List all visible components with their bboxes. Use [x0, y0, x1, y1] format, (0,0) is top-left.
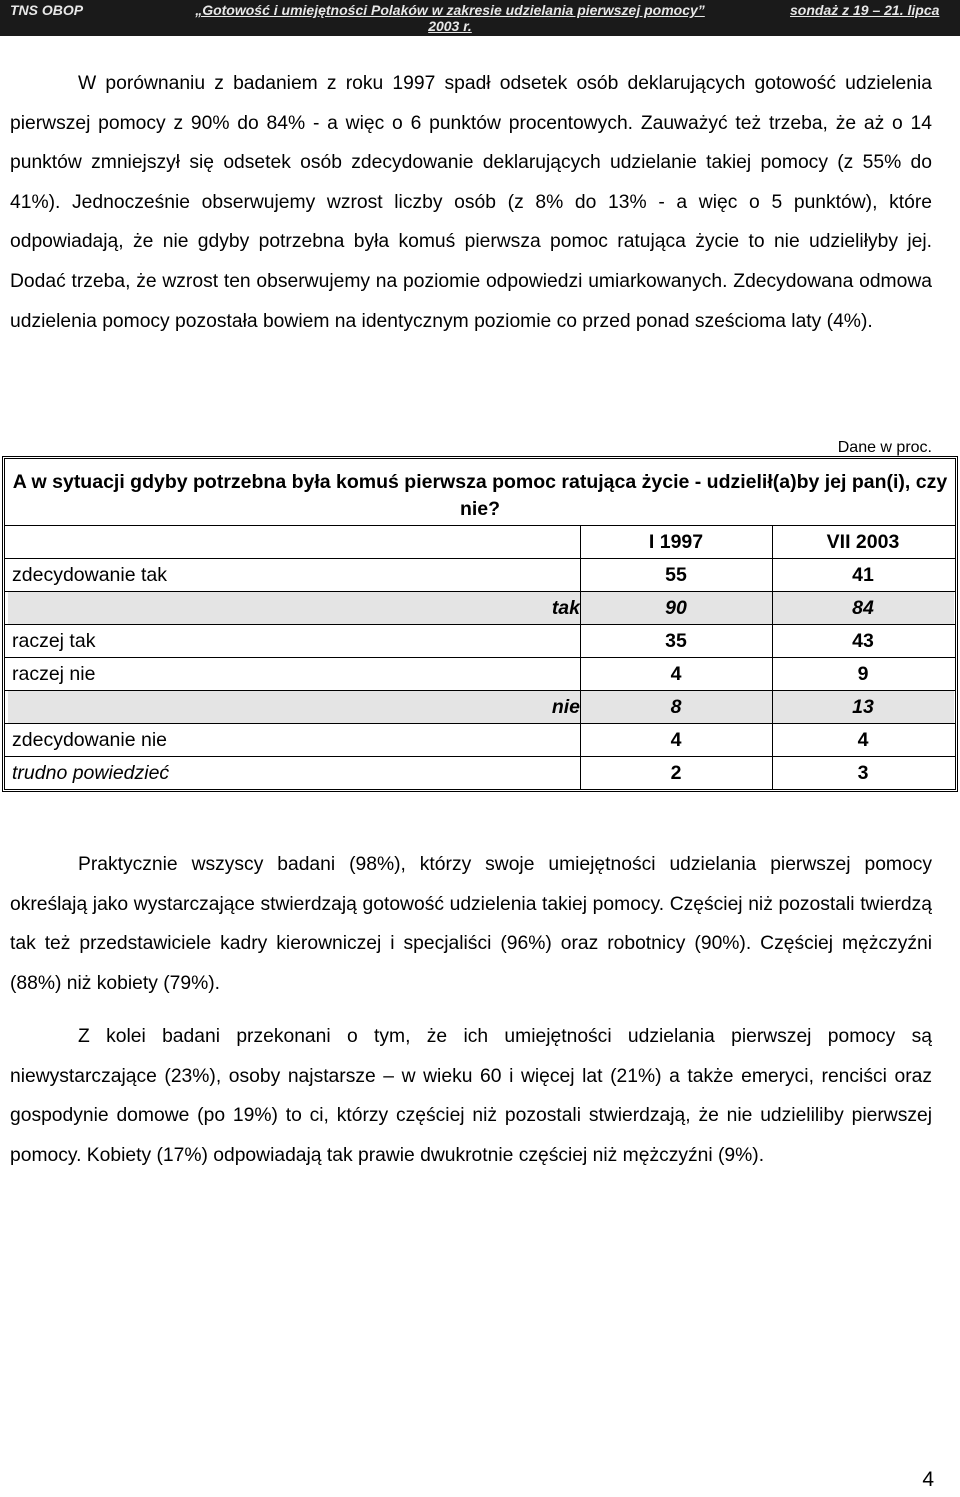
table-divider: [5, 690, 955, 691]
table-divider: [5, 756, 955, 757]
table-row: [8, 658, 954, 691]
row-label: zdecydowanie nie: [12, 729, 168, 751]
table-row: [8, 724, 954, 757]
table-column-divider: [772, 525, 773, 789]
header-title: „Gotowość i umiejętności Polaków w zakresie udzielania pierwszej pomocy”: [195, 2, 705, 18]
table-divider: [5, 657, 955, 658]
value-1997: 4: [670, 729, 682, 751]
table-divider: [5, 525, 955, 526]
table-column-divider: [580, 525, 581, 789]
page-number: 4: [922, 1468, 934, 1491]
value-2003: 9: [857, 663, 869, 685]
row-label: zdecydowanie tak: [12, 564, 168, 586]
column-header-2003: VII 2003: [826, 531, 900, 553]
value-1997: 8: [670, 696, 682, 718]
row-label: trudno powiedzieć: [12, 762, 170, 784]
page-header: [0, 0, 960, 36]
header-year: 2003 r.: [428, 18, 472, 34]
value-1997: 2: [670, 762, 682, 784]
value-2003: 41: [852, 564, 874, 586]
value-1997: 55: [665, 564, 687, 586]
value-2003: 4: [857, 729, 869, 751]
subtotal-label: nie: [551, 696, 580, 718]
column-header-1997: I 1997: [648, 531, 704, 553]
value-2003: 84: [852, 597, 874, 619]
value-1997: 90: [665, 597, 687, 619]
results-table: [2, 456, 958, 792]
value-2003: 13: [852, 696, 874, 718]
value-1997: 4: [670, 663, 682, 685]
subtotal-label: tak: [551, 597, 580, 619]
header-survey-date: sondaż z 19 – 21. lipca: [790, 2, 940, 18]
table-divider: [5, 723, 955, 724]
value-2003: 43: [852, 630, 874, 652]
table-divider: [5, 624, 955, 625]
table-row: [8, 559, 954, 592]
table-row: [8, 625, 954, 658]
table-row-subtotal: [8, 592, 954, 625]
paragraph-insufficient: Z kolei badani przekonani o tym, że ich umiejętności udzielania pierwszej pomocy są niewystarczające (23%), osoby najstarsze – w wieku 60 i więcej lat (21%) a także emeryci, renciści oraz gospodynie domowe (po 19%) to ci, którzy częściej niż pozostali stwierdzają, że nie udzieliliby pierwszej pomocy. Kobiety (17%) odpowiadają tak prawie dwukrotnie częściej niż mężczyźni (9%).: [10, 1026, 932, 1166]
table-row-subtotal: [8, 691, 954, 724]
value-1997: 35: [665, 630, 687, 652]
paragraph-intro: W porównaniu z badaniem z roku 1997 spadł odsetek osób deklarujących gotowość udzielenia pierwszej pomocy z 90% do 84% - a więc o 6 punktów procentowych. Zauważyć też trzeba, że aż o 14 punktów zmniejszył się odsetek osób zdecydowanie deklarujących udzielanie takiej pomocy (z 55% do 41%). Jednocześnie obserwujemy wzrost liczby osób (z 8% do 13% - a więc o 5 punktów), które odpowiadają, że nie gdyby potrzebna była komuś pierwsza pomoc ratująca życie to nie udzieliłyby jej. Dodać trzeba, że wzrost ten obserwujemy na poziomie odpowiedzi umiarkowanych. Zdecydowana odmowa udzielenia pomocy pozostała bowiem na identycznym poziomie co przed ponad sześcioma laty (4%).: [10, 73, 932, 332]
row-label: raczej nie: [12, 663, 96, 685]
table-title: A w sytuacji gdyby potrzebna była komuś pierwsza pomoc ratująca życie - udzielił(a)by jej pan(i), czy nie?: [12, 471, 948, 520]
table-divider: [5, 558, 955, 559]
table-row: [8, 757, 954, 790]
table-header-row: [8, 526, 954, 559]
row-label: raczej tak: [12, 630, 96, 652]
value-2003: 3: [857, 762, 869, 784]
header-company: TNS OBOP: [10, 2, 84, 18]
table-divider: [5, 591, 955, 592]
paragraph-skills: Praktycznie wszyscy badani (98%), którzy swoje umiejętności udzielania pierwszej pomocy określają jako wystarczające stwierdzają gotowość udzielenia takiej pomocy. Częściej niż pozostali twierdzą tak też przedstawiciele kadry kierowniczej i specjaliści (96%) oraz robotnicy (90%). Częściej mężczyźni (88%) niż kobiety (79%).: [10, 854, 932, 994]
unit-note: Dane w proc.: [837, 439, 932, 456]
